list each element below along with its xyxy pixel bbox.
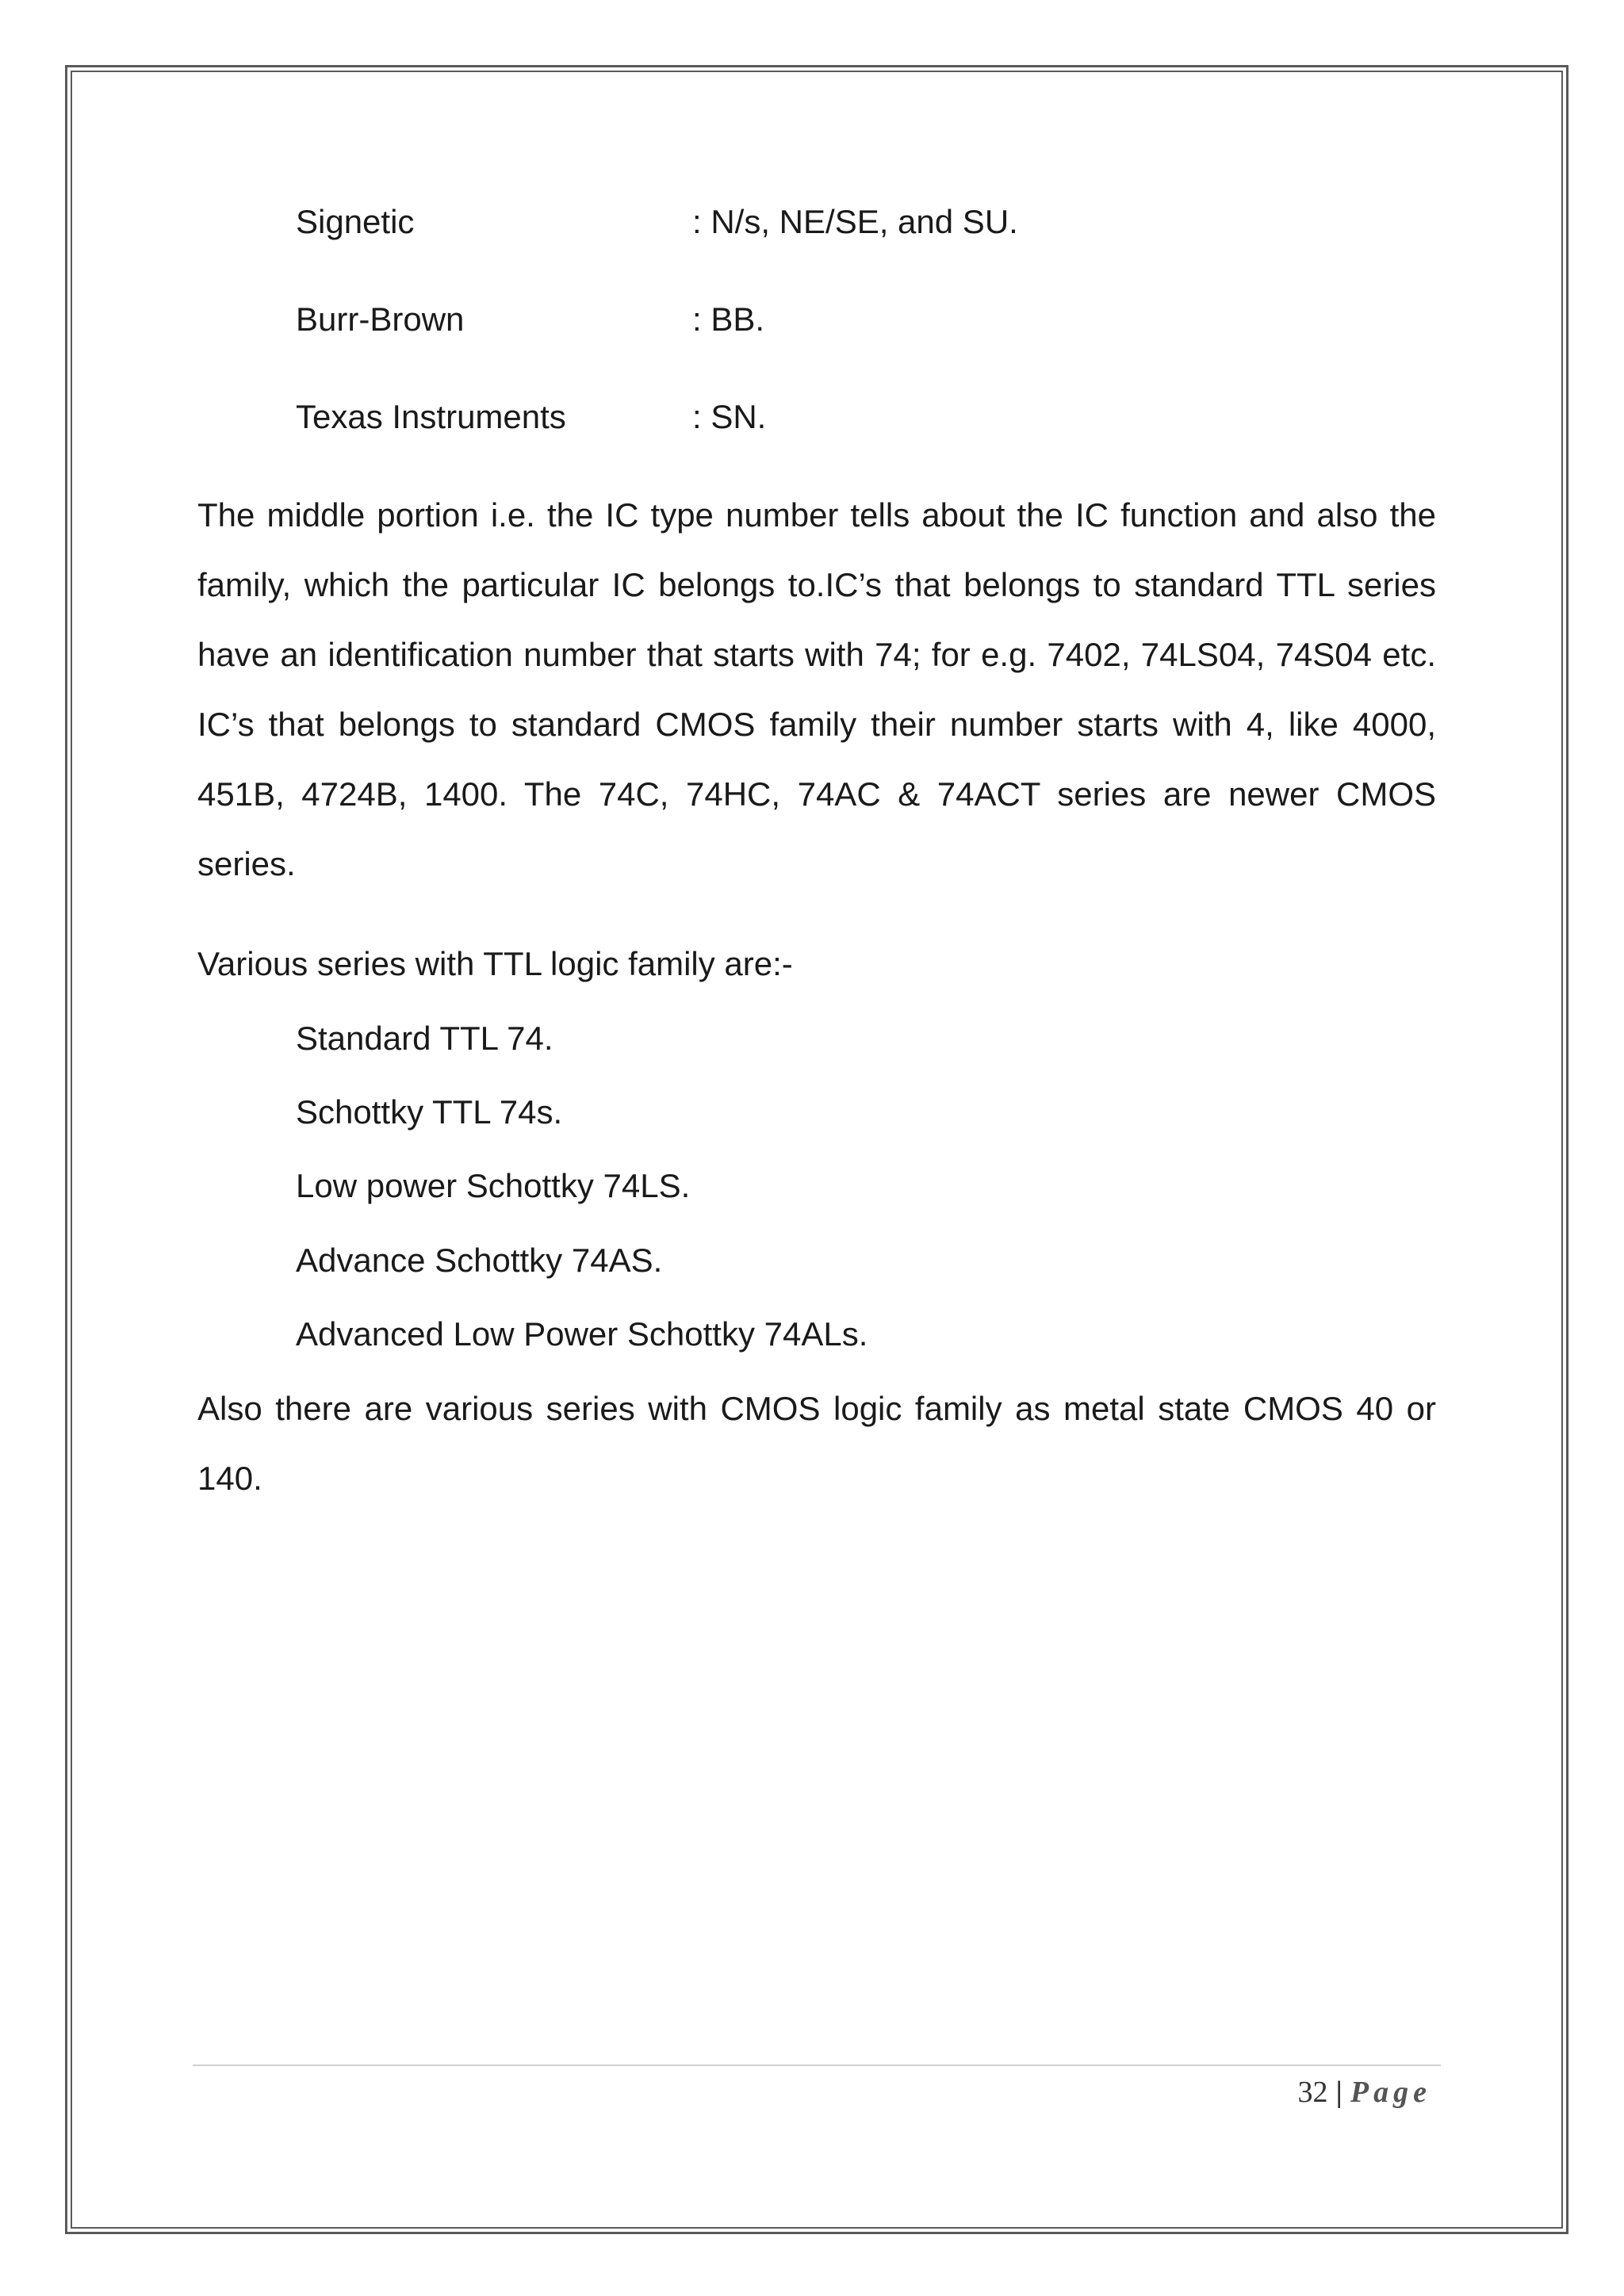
ttl-series-item: Schottky TTL 74s. bbox=[296, 1093, 563, 1131]
ttl-series-item: Advanced Low Power Schottky 74ALs. bbox=[296, 1315, 868, 1353]
manufacturer-code: : BB. bbox=[692, 300, 765, 338]
page-label: Page bbox=[1350, 2076, 1431, 2109]
manufacturer-name: Signetic bbox=[296, 203, 415, 240]
footer-divider bbox=[193, 2064, 1441, 2066]
manufacturer-name: Burr-Brown bbox=[296, 300, 465, 338]
ttl-intro: Various series with TTL logic family are:- bbox=[197, 945, 793, 982]
manufacturer-name: Texas Instruments bbox=[296, 398, 566, 435]
manufacturer-row bbox=[296, 297, 764, 342]
manufacturer-row bbox=[296, 200, 1018, 244]
manufacturer-row bbox=[296, 395, 766, 439]
paragraph-cmos-series: Also there are various series with CMOS logic family as metal state CMOS 40 or 140. bbox=[197, 1390, 1436, 1497]
paragraph-ic-type-number: The middle portion i.e. the IC type number tells about the IC function and also the family, which the particular IC belongs to.IC’s that belongs to standard TTL series have an identification number that starts with 74; for e.g. 7402, 74LS04, 74S04 etc. IC’s that belongs to standard CMOS family their number starts with 4, like 4000, 451B, 4724B, 1400. The 74C, 74HC, 74AC & 74ACT series are newer CMOS series. bbox=[197, 496, 1436, 882]
ttl-series-item: Advance Schottky 74AS. bbox=[296, 1242, 663, 1279]
footer-separator: | bbox=[1335, 2076, 1342, 2109]
manufacturer-code: : SN. bbox=[692, 398, 767, 435]
manufacturer-code: : N/s, NE/SE, and SU. bbox=[692, 203, 1018, 240]
ttl-series-item: Standard TTL 74. bbox=[296, 1020, 553, 1057]
page-footer bbox=[1298, 2072, 1431, 2112]
ttl-series-item: Low power Schottky 74LS. bbox=[296, 1167, 691, 1204]
page-number: 32 bbox=[1297, 2076, 1328, 2109]
